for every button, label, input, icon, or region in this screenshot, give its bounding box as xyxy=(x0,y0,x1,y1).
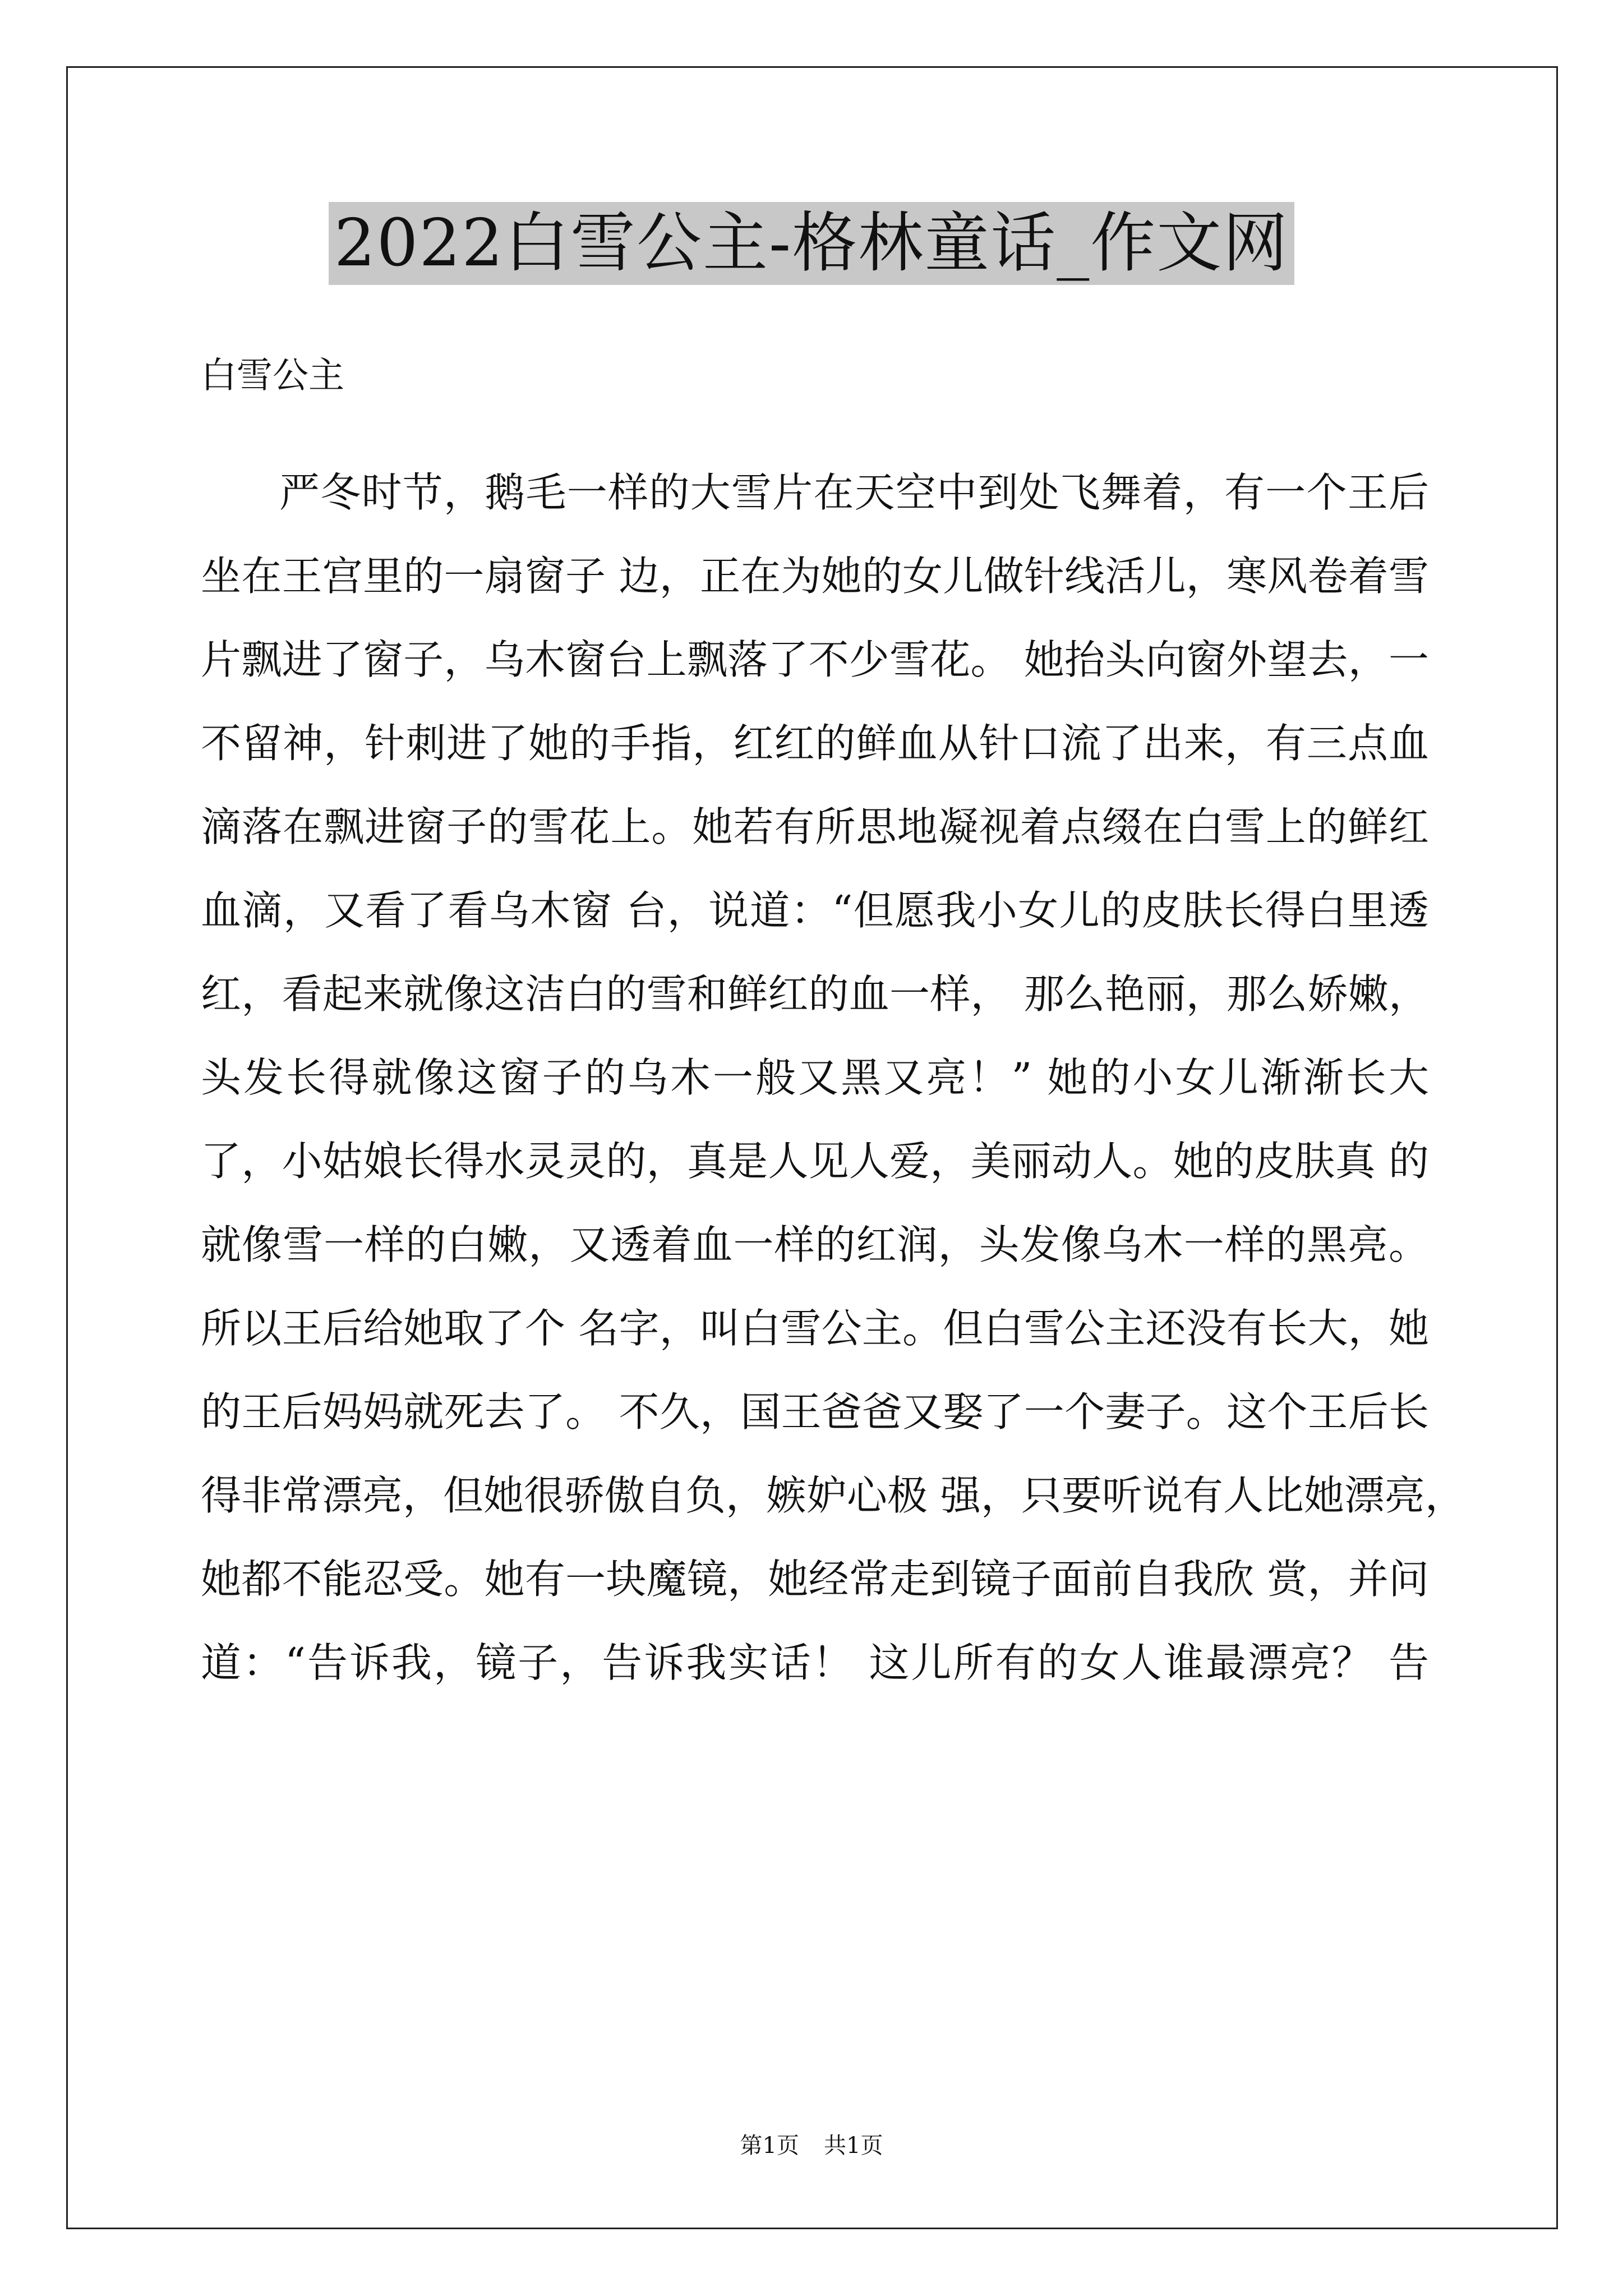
story-subtitle: 白雪公主 xyxy=(201,355,344,397)
body-line: 得非常漂亮，但她很骄傲自负，嫉妒心极 强，只要听说有人比她漂亮， xyxy=(201,1472,1465,1519)
page-total: 共1页 xyxy=(824,2133,883,2159)
document-title: 2022白雪公主-格林童话_作文网 xyxy=(329,202,1294,285)
body-line: 所以王后给她取了个 名字，叫白雪公主。但白雪公主还没有长大，她 xyxy=(201,1305,1429,1352)
title-container xyxy=(0,202,1623,285)
page-footer xyxy=(0,2129,1623,2162)
body-line: 道：“告诉我，镜子，告诉我实话！ 这儿所有的女人谁最漂亮？ 告 xyxy=(201,1639,1429,1686)
body-line: 头发长得就像这窗子的乌木一般又黑又亮！” 她的小女儿渐渐长大 xyxy=(201,1054,1429,1101)
body-line: 的王后妈妈就死去了。 不久，国王爸爸又娶了一个妻子。这个王后长 xyxy=(201,1388,1429,1435)
body-line: 片飘进了窗子，乌木窗台上飘落了不少雪花。 她抬头向窗外望去，一 xyxy=(201,636,1429,683)
body-line: 就像雪一样的白嫩，又透着血一样的红润，头发像乌木一样的黑亮。 xyxy=(201,1221,1429,1268)
body-line: 红，看起来就像这洁白的雪和鲜红的血一样， 那么艳丽，那么娇嫩， xyxy=(201,970,1429,1018)
body-line: 了，小姑娘长得水灵灵的，真是人见人爱，美丽动人。她的皮肤真 的 xyxy=(201,1138,1429,1185)
body-text xyxy=(201,453,1465,1707)
body-line: 滴落在飘进窗子的雪花上。她若有所思地凝视着点缀在白雪上的鲜红 xyxy=(201,803,1429,850)
body-line: 她都不能忍受。她有一块魔镜，她经常走到镜子面前自我欣 赏，并问 xyxy=(201,1556,1429,1603)
body-line: 严冬时节，鹅毛一样的大雪片在天空中到处飞舞着，有一个王后 xyxy=(279,469,1429,516)
body-line: 坐在王宫里的一扇窗子 边，正在为她的女儿做针线活儿，寒风卷着雪 xyxy=(201,553,1429,600)
page-number: 第1页 xyxy=(740,2133,799,2159)
body-line: 血滴，又看了看乌木窗 台，说道：“但愿我小女儿的皮肤长得白里透 xyxy=(201,887,1429,934)
body-line: 不留神，针刺进了她的手指，红红的鲜血从针口流了出来，有三点血 xyxy=(201,720,1429,767)
